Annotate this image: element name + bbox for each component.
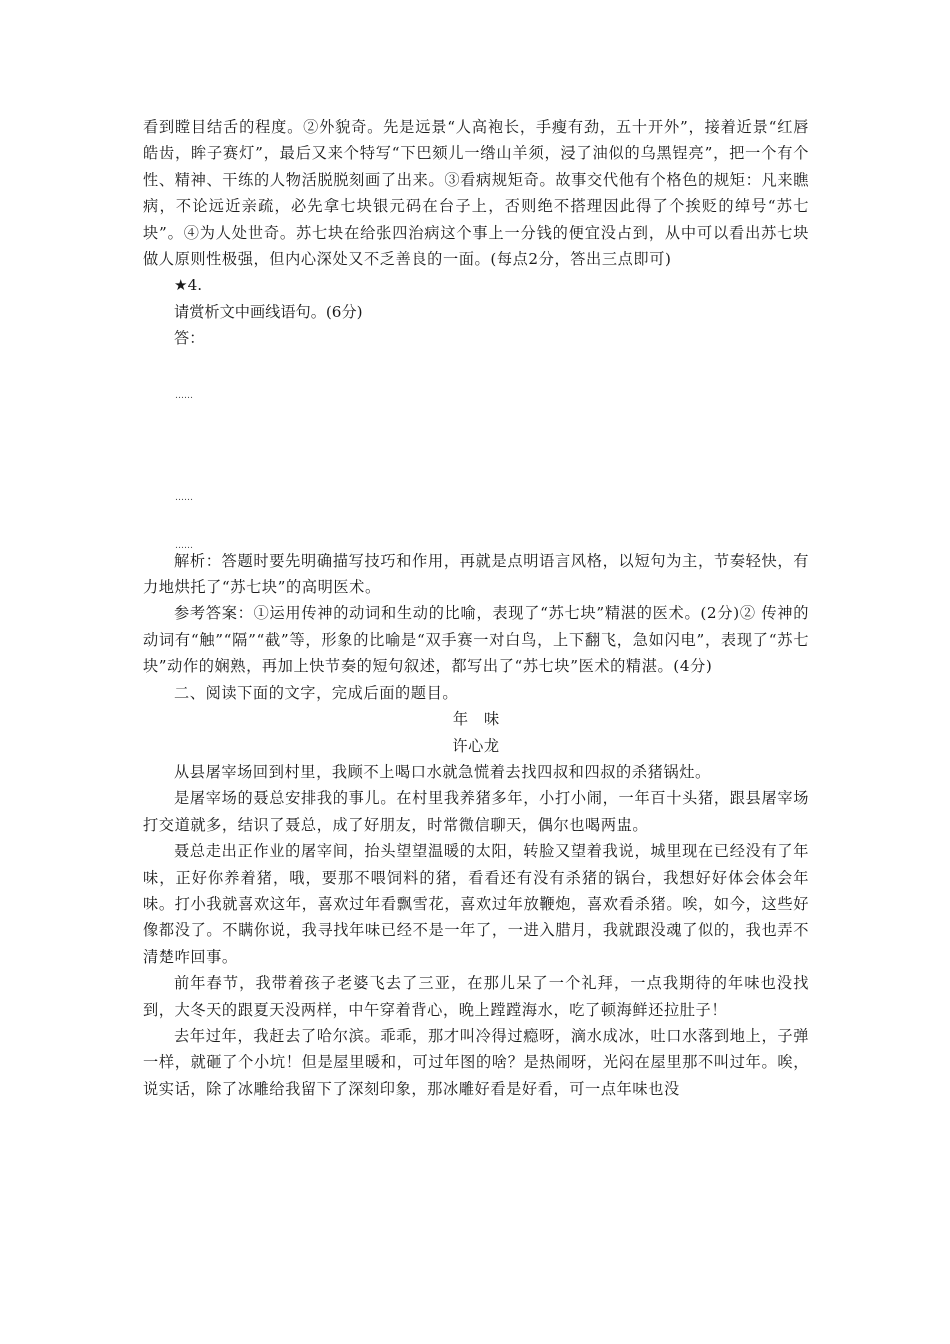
dots-2: ……	[175, 492, 193, 503]
analysis-paragraph: 解析：答题时要先明确描写技巧和作用，再就是点明语言风格，以短句为主，节奏轻快，有力地烘托了“苏七块”的高明医术。	[143, 551, 809, 597]
story-title-text: 年味	[452, 710, 516, 729]
story-title	[143, 706, 809, 732]
story-paragraph: 去年过年，我赶去了哈尔滨。乖乖，那才叫冷得过瘾呀，滴水成冰，吐口水落到地上，子弹一样，就砸了个小坑！但是屋里暖和，可过年图的啥？是热闹呀，光闷在屋里那不叫过年。唉，说实话，除了冰雕给我留下了深刻印象，那冰雕好看是好看，可一点年味也没	[143, 1026, 809, 1098]
story-paragraph: 前年春节，我带着孩子老婆飞去了三亚，在那儿呆了一个礼拜，一点我期待的年味也没找到，大冬天的跟夏天没两样，中午穿着背心，晚上蹚蹚海水，吃了顿海鲜还拉肚子！	[143, 974, 809, 1019]
reference-answer-paragraph: 参考答案：①运用传神的动词和生动的比喻，表现了“苏七块”精湛的医术。(2分)② 传神的动词有“触”“隔”“截”等，形象的比喻是“双手赛一对白鸟，上下翻飞，急如闪电”，表现了“苏七块”动作的娴熟，再加上快节奏的短句叙述，都写出了“苏七块”医术的精湛。(4分)	[143, 604, 809, 676]
section-two-heading: 二、阅读下面的文字，完成后面的题目。	[174, 683, 459, 702]
answer-continuation-paragraph: 看到瞠目结舌的程度。②外貌奇。先是远景“人高袍长，手瘦有劲，五十开外”，接着近景“红唇皓齿，眸子赛灯”，最后又来个特写“下巴颏儿一绺山羊须，浸了油似的乌黑锃亮”，把一个有个性、精神、干练的人物活脱脱刻画了出来。③看病规矩奇。故事交代他有个格色的规矩：凡来瞧病，不论远近亲疏，必先拿七块银元码在台子上，否则绝不搭理因此得了个挨贬的绰号“苏七块”。④为人处世奇。苏七块在给张四治病这个事上一分钱的便宜没占到，从中可以看出苏七块做人原则性极强，但内心深处又不乏善良的一面。(每点2分，答出三点即可)	[143, 118, 809, 269]
document-page	[143, 114, 809, 1102]
story-author: 许心龙	[452, 736, 500, 755]
story-paragraph: 从县屠宰场回到村里，我顾不上喝口水就急慌着去找四叔和四叔的杀猪锅灶。	[174, 762, 711, 781]
question-4-text: 请赏析文中画线语句。(6分)	[174, 302, 363, 321]
story-paragraph: 聂总走出正作业的屠宰间，抬头望望温暖的太阳，转脸又望着我说，城里现在已经没有了年味，正好你养着猪，哦，要那不喂饲料的猪，看看还有没有杀猪的锅台，我想好好体会体会年味。打小我就喜欢这年，喜欢过年看飘雪花，喜欢过年放鞭炮，喜欢看杀猪。唉，如今，这些好像都没了。不瞒你说，我寻找年味已经不是一年了，一进入腊月，我就跟没魂了似的，我也弄不清楚咋回事。	[143, 842, 809, 966]
answer-label: 答：	[174, 329, 205, 348]
dots-1: ……	[175, 390, 193, 401]
dots-3: ……	[175, 540, 193, 551]
question-4-number: ★4.	[174, 276, 203, 295]
story-paragraph: 是屠宰场的聂总安排我的事儿。在村里我养猪多年，小打小闹，一年百十头猪，跟县屠宰场打交道就多，结识了聂总，成了好朋友，时常微信聊天，偶尔也喝两盅。	[143, 789, 809, 834]
